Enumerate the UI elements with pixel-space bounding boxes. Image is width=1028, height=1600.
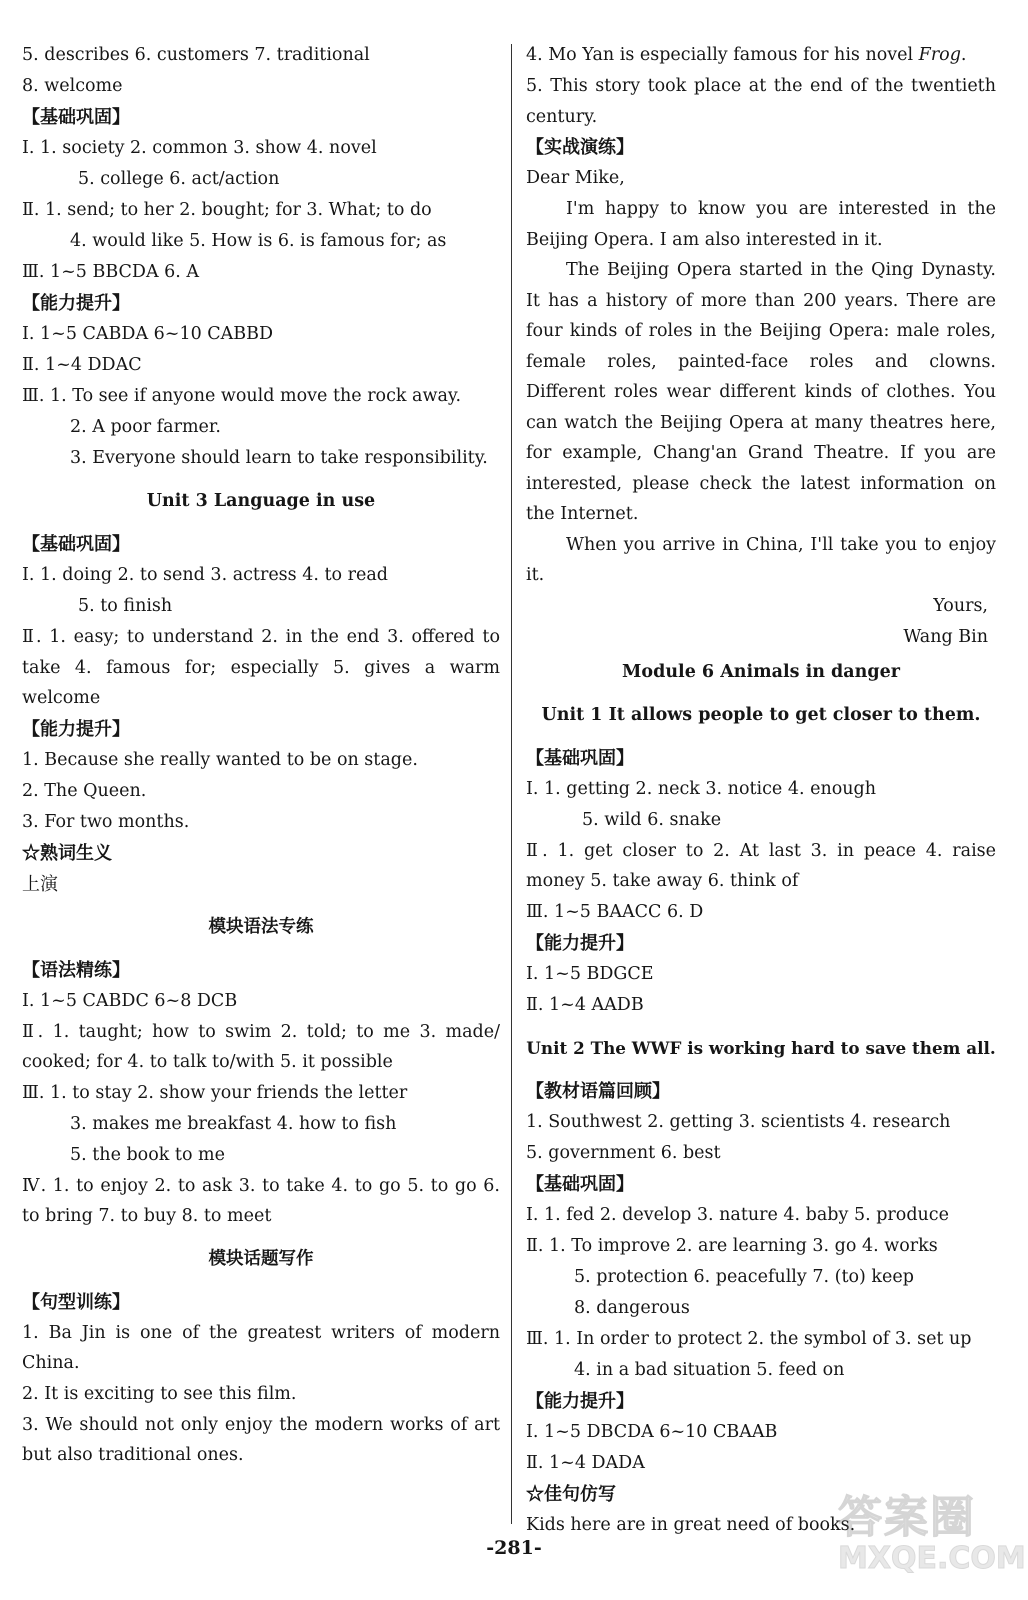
answer-line: 5. protection 6. peacefully 7. (to) keep (574, 1266, 914, 1287)
answer-line: Ⅰ. 1~5 DBCDA 6~10 CBAAB (526, 1421, 778, 1442)
page-number: -281- (486, 1537, 542, 1559)
section-heading: 【 基础巩固 】 (526, 1169, 996, 1200)
answer-block (22, 1410, 500, 1471)
answer-block (22, 1171, 500, 1232)
answer-line: Ⅰ. 1. getting 2. neck 3. notice 4. enough (526, 778, 876, 799)
answer-text: 4. Mo Yan is especially famous for his novel (526, 45, 919, 65)
answer-line: Ⅲ. 1~5 BBCDA 6. A (22, 262, 200, 282)
answer-text: Ⅱ. 1. easy; to understand 2. in the end 3. offered to take 4. famous for; especially 5. gives a warm welcome (22, 627, 500, 708)
answer-text: Ⅱ. 1. get closer to 2. At last 3. in peace 4. raise money 5. take away 6. think of (526, 840, 996, 891)
left-column (22, 40, 500, 1471)
module-title: 模块话题写作 (208, 1248, 314, 1269)
answer-line: 1. Southwest 2. getting 3. scientists 4. research (526, 1111, 951, 1132)
letter-paragraph: I'm happy to know you are interested in the Beijing Opera. I am also interested in it. (526, 199, 996, 250)
section-heading: 【 基础巩固 】 (22, 529, 500, 560)
section-heading: 【 基础巩固 】 (22, 102, 500, 133)
watermark-url: MXQE.COM (838, 1541, 1026, 1576)
module-title: Module 6 Animals in danger (622, 661, 900, 682)
section-heading: 【 教材语篇回顾 】 (526, 1076, 996, 1107)
answer-line: Ⅲ. 1. to stay 2. show your friends the letter (22, 1082, 408, 1103)
unit-title: Unit 2 The WWF is working hard to save them all. (526, 1037, 996, 1058)
section-heading: 【 能力提升 】 (526, 928, 996, 959)
column-divider (511, 44, 512, 1524)
watermark-glyphs: 答案圈 (838, 1492, 976, 1543)
answer-line: Kids here are in great need of books. (526, 1514, 856, 1535)
answer-line: Ⅱ. 1~4 DADA (526, 1452, 645, 1473)
unit-title: Unit 3 Language in use (146, 491, 376, 511)
answer-line: Ⅰ. 1. fed 2. develop 3. nature 4. baby 5. produce (526, 1204, 949, 1225)
answer-line: Ⅲ. 1~5 BAACC 6. D (526, 901, 704, 922)
answer-line: Ⅱ. 1~4 DDAC (22, 355, 142, 375)
section-heading: 【 实战演练 】 (526, 132, 996, 163)
answer-line: 1. Because she really wanted to be on stage. (22, 749, 418, 770)
answer-text: . (960, 45, 967, 65)
section-heading: 【 能力提升 】 (526, 1386, 996, 1417)
section-star-heading: ☆佳句仿写 (526, 1483, 616, 1505)
answer-line: 3. Everyone should learn to take responsibility. (70, 448, 488, 468)
letter-salutation: Dear Mike, (526, 168, 625, 188)
answer-line: 2. The Queen. (22, 780, 147, 801)
answer-line: 4. in a bad situation 5. feed on (574, 1359, 845, 1380)
answer-line: 8. dangerous (574, 1297, 690, 1318)
answer-block (22, 1017, 500, 1078)
answer-line: 2. It is exciting to see this film. (22, 1383, 297, 1404)
unit-title: Unit 1 It allows people to get closer to them. (541, 704, 981, 725)
right-column (526, 40, 996, 1541)
answer-line: 上演 (22, 873, 58, 895)
answer-line: Ⅱ. 1. send; to her 2. bought; for 3. What; to do (22, 200, 432, 220)
answer-text: Ⅱ. 1. taught; how to swim 2. told; to me 3. made/ cooked; for 4. to talk to/with 5. it possible (22, 1021, 500, 1072)
answer-line: 3. makes me breakfast 4. how to fish (70, 1113, 397, 1134)
novel-title: Frog (918, 45, 961, 65)
answer-text: Ⅳ. 1. to enjoy 2. to ask 3. to take 4. to go 5. to go 6. to bring 7. to buy 8. to meet (22, 1175, 500, 1226)
answer-line: Ⅰ. 1. doing 2. to send 3. actress 4. to read (22, 565, 388, 585)
answer-line: 5. college 6. act/action (78, 169, 280, 189)
letter-closing: Yours, (933, 595, 988, 616)
section-heading: 【 句型训练 】 (22, 1287, 500, 1318)
section-heading: 【 基础巩固 】 (526, 743, 996, 774)
answer-line: 2. A poor farmer. (70, 417, 221, 437)
answer-line: Ⅰ. 1~5 CABDC 6~8 DCB (22, 990, 238, 1011)
answer-line: Ⅰ. 1. society 2. common 3. show 4. novel (22, 138, 377, 158)
answer-block (526, 836, 996, 897)
section-heading: 【 能力提升 】 (22, 714, 500, 745)
module-title: 模块语法专练 (208, 916, 314, 937)
section-heading: 【 语法精练 】 (22, 955, 500, 986)
answer-line: 5. the book to me (70, 1144, 226, 1165)
section-heading: 【 能力提升 】 (22, 288, 500, 319)
answer-line: Ⅲ. 1. In order to protect 2. the symbol of 3. set up (526, 1328, 972, 1349)
answer-line (526, 40, 996, 71)
answer-block (526, 71, 996, 132)
answer-line: Ⅰ. 1~5 CABDA 6~10 CABBD (22, 324, 274, 344)
section-star-heading: ☆熟词生义 (22, 842, 112, 864)
answer-line: Ⅰ. 1~5 BDGCE (526, 963, 654, 984)
answer-text: 1. Ba Jin is one of the greatest writers of modern China. (22, 1322, 500, 1373)
answer-line: 5. government 6. best (526, 1142, 721, 1163)
answer-line: Ⅲ. 1. To see if anyone would move the rock away. (22, 386, 462, 406)
answer-line: 5. describes 6. customers 7. traditional (22, 45, 370, 65)
letter-paragraph: When you arrive in China, I'll take you to enjoy it. (526, 534, 996, 585)
answer-line: 8. welcome (22, 76, 123, 96)
answer-block (22, 1318, 500, 1379)
answer-line: 3. For two months. (22, 811, 190, 832)
letter-paragraph: The Beijing Opera started in the Qing Dynasty. It has a history of more than 200 years. There are four kinds of roles in the Beijing Opera: male roles, female roles, painted-face roles and clowns. Different roles wear different kinds of clothes. You can watch the Beijing Opera at many theatres here, for example, Chang'an Grand Theatre. If you are interested, please check the latest information on the Internet. (526, 260, 996, 524)
answer-line: 5. to finish (78, 596, 173, 616)
answer-line: 5. wild 6. snake (582, 809, 722, 830)
answer-text: 3. We should not only enjoy the modern works of art but also traditional ones. (22, 1414, 500, 1465)
answer-text: 5. This story took place at the end of the twentieth century. (526, 76, 996, 127)
answer-line: 4. would like 5. How is 6. is famous for; as (70, 231, 447, 251)
answer-line: Ⅱ. 1~4 AADB (526, 994, 644, 1015)
answer-block (22, 622, 500, 714)
letter-signature: Wang Bin (903, 626, 988, 647)
answer-line: Ⅱ. 1. To improve 2. are learning 3. go 4. works (526, 1235, 938, 1256)
